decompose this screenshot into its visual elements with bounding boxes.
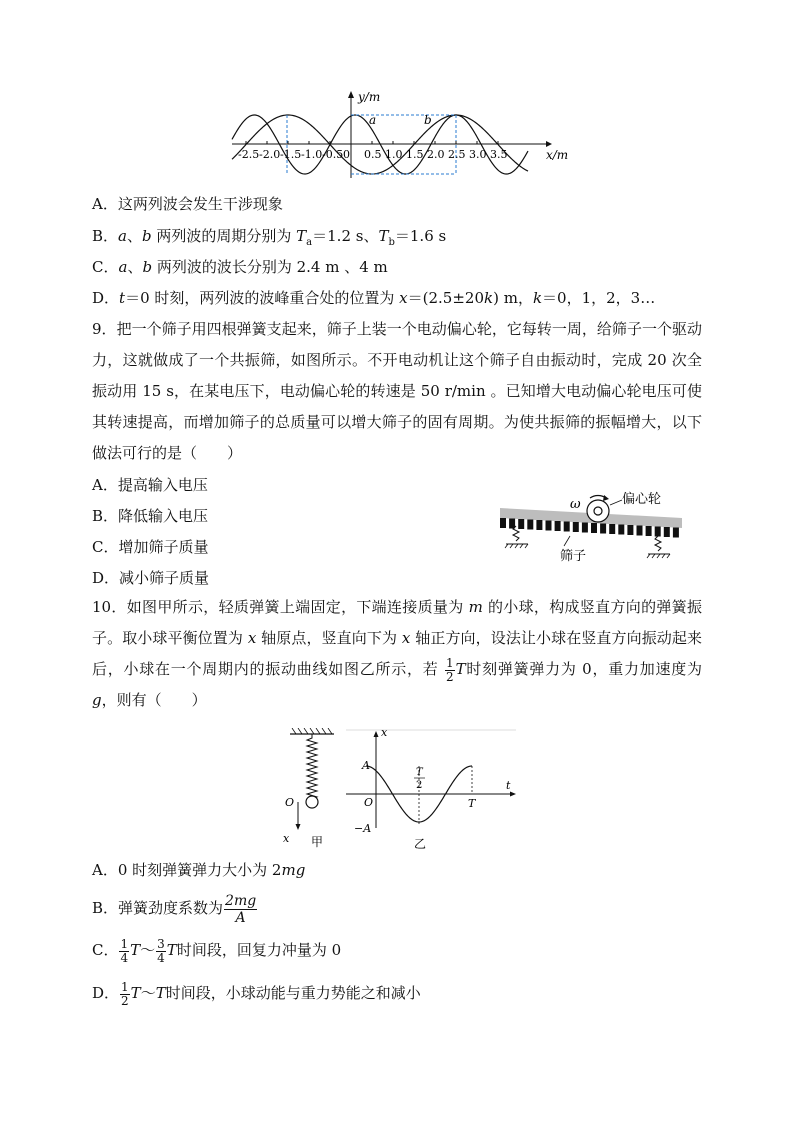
x-tick-label: -1.0 [301, 148, 323, 161]
q10-option-d: D． $\frac{1}{2}$ T～T时间段，小球动能与重力势能之和减小 [92, 979, 421, 1008]
q10-option-c: C． $\frac{1}{4}$ T～ $\frac{3}{4}$ T时间段，回复力冲量为 0 [92, 936, 342, 965]
wheel-hub [594, 507, 602, 515]
x-tick-label: -0.5 [322, 148, 344, 161]
q9-option-c: C．增加筛子质量 [92, 538, 209, 556]
sieve-tooth [536, 520, 542, 530]
sieve-tooth [555, 521, 561, 531]
spring-right-icon [655, 536, 661, 551]
sieve-tooth [582, 523, 588, 533]
sieve-tooth [609, 524, 615, 534]
left-x-label: x [283, 832, 290, 845]
sieve-tooth [627, 525, 633, 535]
q9-option-d: D．减小筛子质量 [92, 569, 210, 587]
omega-label: ω [570, 497, 581, 512]
fraction-half: $\frac{1}{2}$ [446, 655, 454, 684]
sieve-tooth [655, 527, 661, 537]
q10-option-b: B．弹簧劲度系数为 $\frac{2mg}{A}$ [92, 892, 257, 926]
x-tick-label: 0 [343, 148, 350, 161]
spring-left-icon [513, 526, 519, 541]
sieve-tooth [591, 523, 597, 533]
sieve-tooth [518, 519, 524, 529]
sieve-tooth [509, 519, 515, 529]
sieve-tooth [600, 524, 606, 534]
sieve-diagram [494, 488, 689, 568]
y-axis-label: y/m [358, 90, 381, 104]
q8-option-c: C．a、b 两列波的波长分别为 2.4 m 、4 m [92, 258, 388, 276]
right-x-label: x [381, 728, 388, 739]
q8-option-d: D．t＝0 时刻，两列波的波峰重合处的位置为 x＝(2.5±20k) m，k＝0，1，2，3… [92, 289, 656, 307]
neg-a-label: −A [354, 822, 372, 835]
x-tick-label: 3.0 [469, 148, 487, 161]
sieve-tooth [527, 520, 533, 530]
q9-option-b: B．降低输入电压 [92, 507, 209, 525]
wheel-label: 偏心轮 [622, 492, 662, 507]
q9-option-a: A．提高输入电压 [92, 476, 208, 494]
left-o-label: O [285, 796, 295, 809]
wave-a-label: a [369, 113, 377, 127]
sieve-tooth [546, 521, 552, 531]
t-label: T [468, 797, 476, 810]
q8-option-b: B．a、b 两列波的周期分别为 $T_a=1.2$ s、$T_b=1.6$ s [92, 227, 447, 248]
sieve-tooth [618, 525, 624, 535]
x-axis-label: x/m [546, 148, 569, 162]
right-t-label: t [506, 779, 511, 792]
t-half-num: T [416, 767, 423, 778]
q8-option-a: A．这两列波会发生干涉现象 [92, 195, 283, 213]
sieve-tooth [646, 526, 652, 536]
spring-oscillator-figure [278, 728, 520, 852]
sieve-tooth [573, 522, 579, 532]
x-tick-label: 1.0 [385, 148, 403, 161]
x-tick-label: 3.5 [490, 148, 508, 161]
x-tick-label: -1.5 [280, 148, 302, 161]
x-tick-label: -2.5 [238, 148, 260, 161]
wave-figure [228, 88, 573, 183]
sieve-tooth [664, 527, 670, 537]
wave-b-label: b [424, 113, 432, 127]
x-tick-label: 2.5 [448, 148, 466, 161]
x-tick-label: -2.0 [259, 148, 281, 161]
wave-graph [228, 88, 573, 183]
sieve-tooth [564, 522, 570, 532]
sieve-tooth [500, 518, 506, 528]
q9-stem: 9．把一个筛子用四根弹簧支起来，筛子上装一个电动偏心轮，它每转一周，给筛子一个驱动力，这就做成了一个共振筛，如图所示。不开电动机让这个筛子自由振动时，完成 20 次全振动用 15 s，在某电压下，电动偏心轮的转速是 50 r/min 。已知增大电动偏心轮电压可使其转速提高，而增加筛子的总质量可以增大筛子的固有周期。为使共振筛的振幅增大，以下做法可行的是（ ） [92, 320, 702, 462]
x-tick-label: 1.5 [406, 148, 424, 161]
x-tick-label: 0.5 [364, 148, 382, 161]
right-o-label: O [364, 796, 374, 809]
oscillator-diagrams [278, 728, 520, 852]
fig-yi-caption: 乙 [414, 837, 427, 851]
x-tick-label: 2.0 [427, 148, 445, 161]
q10-stem: 10．如图甲所示，轻质弹簧上端固定，下端连接质量为 m 的小球，构成竖直方向的弹簧振子。取小球平衡位置为 x 轴原点，竖直向下为 x 轴正方向，设法让小球在竖直方向振动起来后，小球在一个周期内的振动曲线如图乙所示，若 $\frac{1}{2}$ T时刻弹簧弹力为 0，重力加速度为 g，则有（ ） [92, 598, 702, 709]
spring-icon [307, 734, 317, 803]
sieve-tooth [637, 526, 643, 536]
fig-jia-caption: 甲 [311, 835, 324, 849]
t-half-den: 2 [416, 780, 423, 791]
sieve-label: 筛子 [560, 549, 587, 564]
q10-option-a: A．0 时刻弹簧弹力大小为 2mg [92, 861, 306, 879]
sieve-figure [494, 488, 689, 568]
sieve-tooth [673, 528, 679, 538]
a-label: A [362, 759, 370, 772]
ball-icon [306, 796, 318, 808]
